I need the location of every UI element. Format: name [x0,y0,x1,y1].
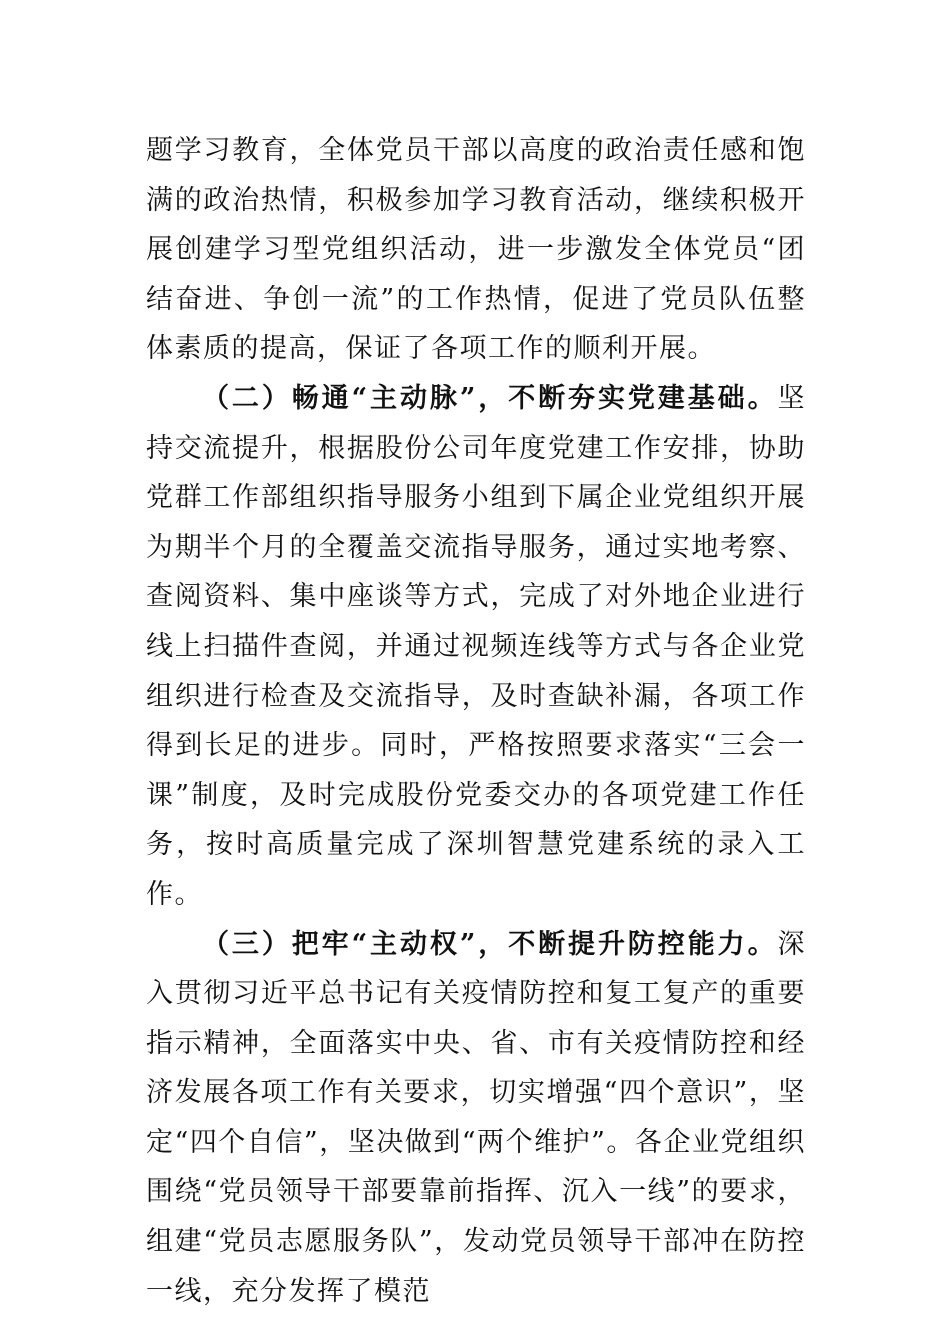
paragraph-body: 题学习教育，全体党员干部以高度的政治责任感和饱满的政治热情，积极参加学习教育活动，继续积极开展创建学习型党组织活动，进一步激发全体党员“团结奋进、争创一流”的工作热情，促进了党员队伍整体素质的提高，保证了各项工作的顺利开展。 [146,135,806,365]
paragraph-body: 坚持交流提升，根据股份公司年度党建工作安排，协助党群工作部组织指导服务小组到下属企业党组织开展为期半个月的全覆盖交流指导服务，通过实地考察、查阅资料、集中座谈等方式，完成了对外地企业进行线上扫描件查阅，并通过视频连线等方式与各企业党组织进行检查及交流指导，及时查缺补漏，各项工作得到长足的进步。同时，严格按照要求落实“三会一课”制度，及时完成股份党委交办的各项党建工作任务，按时高质量完成了深圳智慧党建系统的录入工作。 [146,382,806,910]
paragraph-study-education [146,126,806,374]
paragraph-epidemic-control [146,920,806,1317]
section-heading-two: （二）畅通“主动脉”，不断夯实党建基础。 [202,382,778,414]
paragraph-body: 深入贯彻习近平总书记有关疫情防控和复工复产的重要指示精神，全面落实中央、省、市有关疫情防控和经济发展各项工作有关要求，切实增强“四个意识”，坚定“四个自信”，坚决做到“两个维护”。各企业党组织围绕“党员领导干部要靠前指挥、沉入一线”的要求，组建“党员志愿服务队”，发动党员领导干部冲在防控一线，充分发挥了模范 [146,928,806,1307]
document-body [146,126,806,1316]
section-heading-three: （三）把牢“主动权”，不断提升防控能力。 [202,928,778,960]
paragraph-party-building [146,374,806,920]
